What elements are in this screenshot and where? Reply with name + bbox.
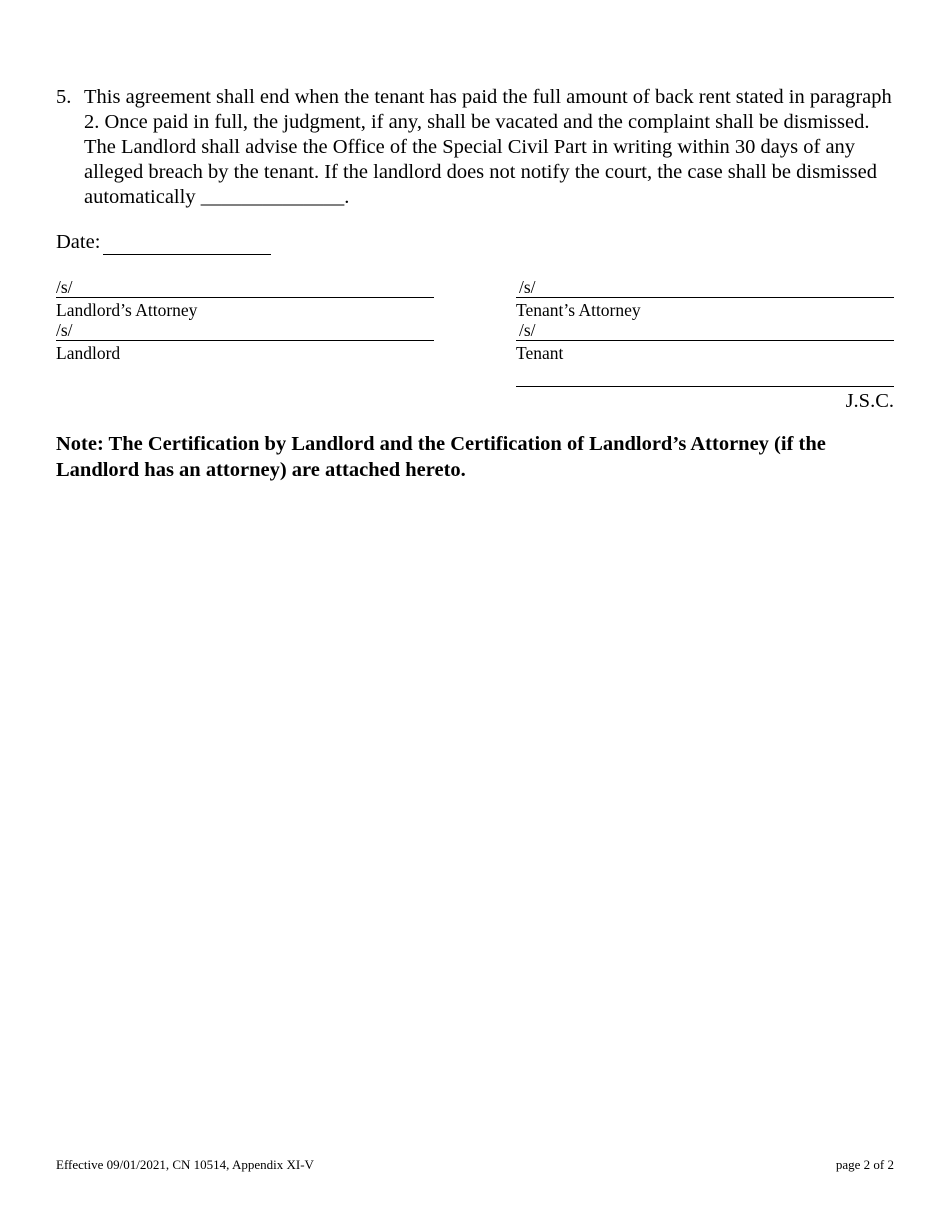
landlord-attorney-signature-line[interactable]: /s/ [56,278,434,298]
paragraph-text: This agreement shall end when the tenant has paid the full amount of back rent stated in paragraph 2. Once paid in full, the judgment, if any, shall be vacated and the complaint shall be dismissed. The Landlord shall advise the Office of the Special Civil Part in writing within 30 days of any alleged breach by the tenant. If the landlord does not notify the court, the case shall be dismissed automatically ______________. [84,86,892,208]
certification-note: Note: The Certification by Landlord and the Certification of Landlord’s Attorney (if the Landlord has an attorney) are attached hereto. [56,433,826,481]
footer-form-info: Effective 09/01/2021, CN 10514, Appendix XI-V [56,1157,314,1172]
date-label: Date: [56,231,101,253]
tenant-attorney-caption: Tenant’s Attorney [516,300,641,320]
judge-signature-line[interactable] [516,386,894,387]
landlord-caption: Landlord [56,343,121,363]
landlord-attorney-caption: Landlord’s Attorney [56,300,198,320]
landlord-signature-line[interactable]: /s/ [56,321,434,341]
landlord-signatures [56,278,434,364]
tenant-attorney-signature-line[interactable]: /s/ [516,278,894,298]
paragraph-5 [56,85,896,210]
tenant-caption: Tenant [516,343,564,363]
date-row [56,230,271,255]
tenant-signature-line[interactable]: /s/ [516,321,894,341]
footer-page-number: page 2 of 2 [835,1157,894,1172]
date-field[interactable] [103,232,271,255]
tenant-signatures [516,278,894,364]
judge-label: J.S.C. [845,390,894,412]
paragraph-number: 5. [56,86,72,108]
